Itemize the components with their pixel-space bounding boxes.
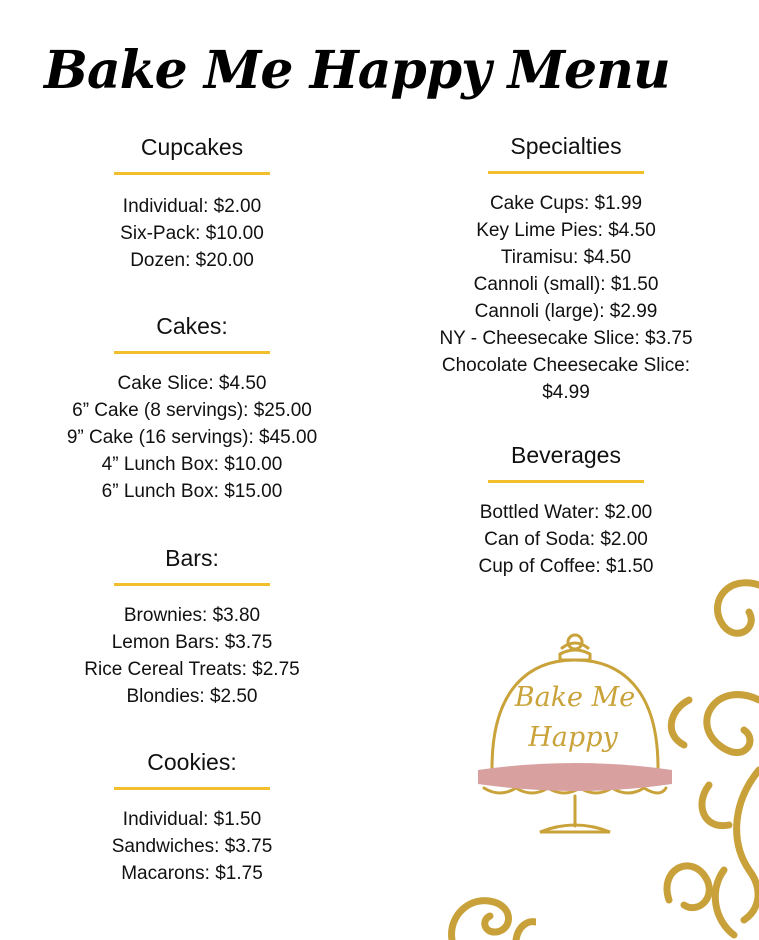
menu-item: Rice Cereal Treats: $2.75	[84, 659, 300, 680]
menu-item: Cake Cups: $1.99	[489, 193, 643, 214]
menu-item: 6” Cake (8 servings): $25.00	[72, 400, 312, 421]
logo-cake-band	[478, 763, 672, 791]
section-heading: Beverages	[511, 442, 621, 468]
menu-item: 4” Lunch Box: $10.00	[101, 454, 283, 475]
menu-item: Cannoli (large): $2.99	[474, 301, 658, 322]
menu-item: Cake Slice: $4.50	[117, 373, 267, 394]
section-divider	[488, 171, 644, 174]
menu-title: Bake Me Happy Menu	[44, 40, 670, 101]
menu-item: Sandwiches: $3.75	[111, 836, 273, 857]
section-divider	[488, 480, 644, 483]
menu-item: Brownies: $3.80	[123, 605, 261, 626]
menu-item: Tiramisu: $4.50	[500, 247, 632, 268]
section-cupcakes	[92, 132, 292, 274]
logo-text-line1: Bake Me	[514, 682, 636, 713]
menu-item: Dozen: $20.00	[130, 250, 254, 271]
section-heading: Cakes:	[156, 313, 228, 339]
section-specialties	[426, 131, 706, 406]
menu-item: 9” Cake (16 servings): $45.00	[66, 427, 318, 448]
flourish-decoration-bottom	[446, 890, 536, 940]
section-divider	[114, 583, 270, 586]
section-heading: Specialties	[510, 133, 622, 159]
menu-item: Chocolate Cheesecake Slice: $4.99	[441, 355, 691, 403]
menu-item: 6” Lunch Box: $15.00	[101, 481, 283, 502]
section-heading: Cupcakes	[140, 134, 244, 160]
menu-item: Blondies: $2.50	[126, 686, 258, 707]
menu-item: Key Lime Pies: $4.50	[476, 220, 656, 241]
menu-item: NY - Cheesecake Slice: $3.75	[439, 328, 693, 349]
menu-item: Cannoli (small): $1.50	[473, 274, 659, 295]
section-cakes	[42, 311, 342, 505]
menu-item: Bottled Water: $2.00	[479, 502, 653, 523]
section-heading: Bars:	[165, 545, 219, 571]
section-cookies	[92, 747, 292, 887]
menu-item: Lemon Bars: $3.75	[111, 632, 273, 653]
menu-item: Macarons: $1.75	[121, 863, 263, 884]
section-divider	[114, 351, 270, 354]
section-bars	[62, 543, 322, 710]
section-beverages	[436, 440, 696, 580]
menu-item: Six-Pack: $10.00	[120, 223, 264, 244]
menu-item: Individual: $2.00	[122, 196, 262, 217]
menu-item: Individual: $1.50	[122, 809, 262, 830]
menu-item: Can of Soda: $2.00	[484, 529, 648, 550]
logo-text-line2: Happy	[528, 722, 618, 753]
section-divider	[114, 787, 270, 790]
section-heading: Cookies:	[147, 749, 237, 775]
menu-item: Cup of Coffee: $1.50	[478, 556, 654, 577]
bake-me-happy-logo	[470, 628, 680, 843]
section-divider	[114, 172, 270, 175]
